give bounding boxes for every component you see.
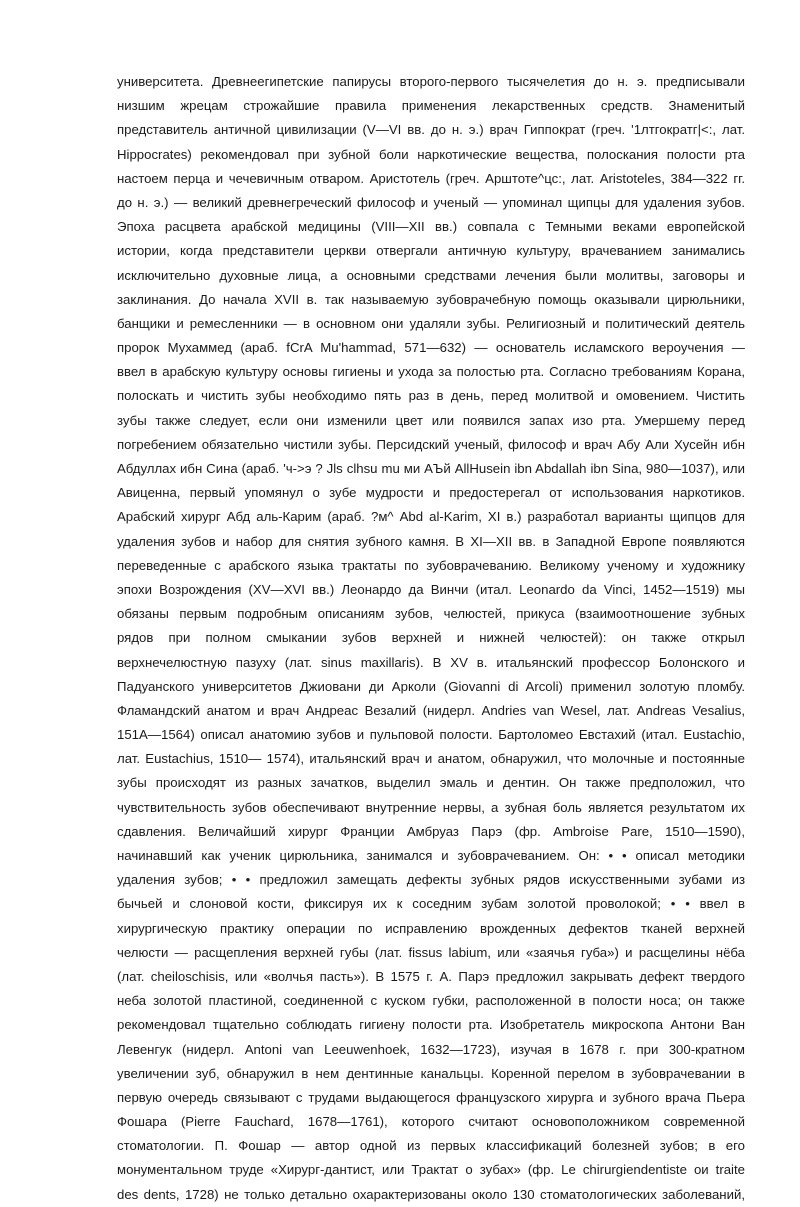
text-line: челюсти — расщепления верхней губы (лат. fissus labium, или «заячья губа») и расщелины нёба [117,944,745,960]
text-line: эпохи Возрождения (XV—XVI вв.) Леонардо да Винчи (итал. Leonardo da Vinci, 1452—1519) мы [117,581,745,597]
text-line: низшим жрецам строжайшие правила применения лекарственных средств. Знаменитый [117,98,745,114]
text-line: начинавший как ученик цирюльника, занимался и зубоврачеванием. Он: • • описал методики [117,848,745,863]
text-line: полоскать и чистить зубы необходимо пять раз в день, перед молитвой и омовением. Чистить [117,388,745,404]
text-line: банщики и ремесленники — в основном они удаляли зубы. Религиозный и политический деятель [117,315,745,331]
body-text [117,70,745,1207]
text-line: неба золотой пластиной, соединенной с куском губки, расположенной в полости носа; он также [117,993,745,1009]
text-line: удаления зубов; • • предложил замещать дефекты зубных рядов искусственными зубами из [117,872,745,888]
text-line: пророк Мухаммед (араб. fCrA Mu'hammad, 571—632) — основатель исламского вероучения — [117,340,745,356]
text-line: Абдуллах ибн Сина (араб. 'ч->э ? Jls clhsu mu ми АЪй AllHusein ibn Abdallah ibn Sina, 980—1037), или [117,461,745,476]
text-line: университета. Древнеегипетские папирусы второго-первого тысячелетия до н. э. предписывали [117,74,745,89]
text-line: до н. э.) — великий древнегреческий философ и ученый — упоминал щипцы для удаления зубов. [117,194,745,210]
text-line: исключительно духовные лица, а основными средствами лечения были молитвы, заговоры и [117,267,745,283]
text-line: бычьей и слоновой кости, фиксируя их к соседним зубам золотой проволокой; • • ввел в [117,896,745,912]
text-line: удаления зубов и набор для снятия зубного камня. В XI—XII вв. в Западной Европе появляются [117,533,745,549]
text-line: монументальном труде «Хирург-дантист, или Трактат о зубах» (фр. Le chirurgiendentiste ои traite [117,1162,745,1178]
text-line: первую очередь связывают с трудами выдающегося французского хирурга и зубного врача Пьера [117,1089,745,1105]
text-line: 151А—1564) описал анатомию зубов и пульповой полости. Бартоломео Евстахий (итал. Eustachio, [117,727,745,743]
text-line: верхнечелюстную пазуху (лат. sinus maxillaris). В XV в. итальянский профессор Болонского и [117,654,745,670]
text-line: обязаны первым подробным описаниям зубов, челюстей, прикуса (взаимоотношение зубных [117,606,745,622]
text-line: des dents, 1728) не только детально охарактеризованы около 130 стоматологических заболеваний, [117,1186,745,1202]
text-line: Эпоха расцвета арабской медицины (VIII—XII вв.) совпала с Темными веками европейской [117,219,745,235]
text-line: Падуанского университетов Джиовани ди Арколи (Giovanni di Arcoli) применил золотую пломбу. [117,678,745,694]
text-line: увеличении зуб, обнаружил в нем дентинные канальцы. Коренной перелом в зубоврачевании в [117,1065,745,1081]
text-line: Авиценна, первый упомянул о зубе мудрости и предостерегал от использования наркотиков. [117,485,745,501]
text-line: рядов при полном смыкании зубов верхней и нижней челюстей): он также открыл [117,630,745,646]
text-line: Арабский хирург Абд аль-Карим (араб. ?м^ Abd al-Karim, XI в.) разработал варианты щипцов для [117,509,745,525]
text-line: сдавления. Величайший хирург Франции Амбруаз Парэ (фр. Ambroise Pare, 1510—1590), [117,823,745,839]
text-line: Фошара (Pierre Fauchard, 1678—1761), которого считают основоположником современной [117,1114,745,1130]
text-line: чувствительность зубов обеспечивают внутренние нервы, а зубная боль является результатом их [117,799,745,815]
text-line: заклинания. До начала XVII в. так называемую зубоврачебную помощь оказывали цирюльники, [117,291,745,307]
text-line: погребением обязательно чистили зубы. Персидский ученый, философ и врач Абу Али Хусейн ибн [117,436,745,452]
text-line: зубы происходят из разных зачатков, выделил эмаль и дентин. Он также предположил, что [117,775,745,791]
text-line: (лат. cheiloschisis, или «волчья пасть»). В 1575 г. А. Парэ предложил закрывать дефект твердого [117,968,745,984]
text-line: Hippocrates) рекомендовал при зубной боли наркотические вещества, полоскания полости рта [117,146,745,162]
text-line: истории, когда представители церкви отвергали античную культуру, врачеванием занимались [117,243,745,259]
text-line: хирургическую практику операции по исправлению врожденных дефектов тканей верхней [117,920,745,936]
text-line: настоем перца и чечевичным отваром. Аристотель (греч. Арштоте^цс:, лат. Aristoteles, 384—322 гг. [117,170,745,186]
text-line: представитель античной цивилизации (V—VI вв. до н. э.) врач Гиппократ (греч. '1лтгократг|<:, лат. [117,122,745,138]
text-line: Фламандский анатом и врач Андреас Везалий (нидерл. Andries van Wesel, лат. Andreas Vesalius, [117,702,745,718]
text-line: стоматологии. П. Фошар — автор одной из первых классификаций болезней зубов; в его [117,1138,745,1154]
text-line: ввел в арабскую культуру основы гигиены и ухода за полостью рта. Согласно требованиям Корана, [117,364,745,380]
text-line: рекомендовал тщательно соблюдать гигиену полости рта. Изобретатель микроскопа Антони Ван [117,1017,745,1033]
text-line: переведенные с арабского языка трактаты по зубоврачеванию. Великому ученому и художнику [117,557,745,573]
text-line: Левенгук (нидерл. Antoni van Leeuwenhoek, 1632—1723), изучая в 1678 г. при 300-кратном [117,1041,745,1057]
text-line: зубы также следует, если они изменили цвет или появился запах изо рта. Умершему перед [117,412,745,428]
text-line: лат. Eustachius, 1510— 1574), итальянский врач и анатом, обнаружил, что молочные и постоянные [117,751,745,767]
